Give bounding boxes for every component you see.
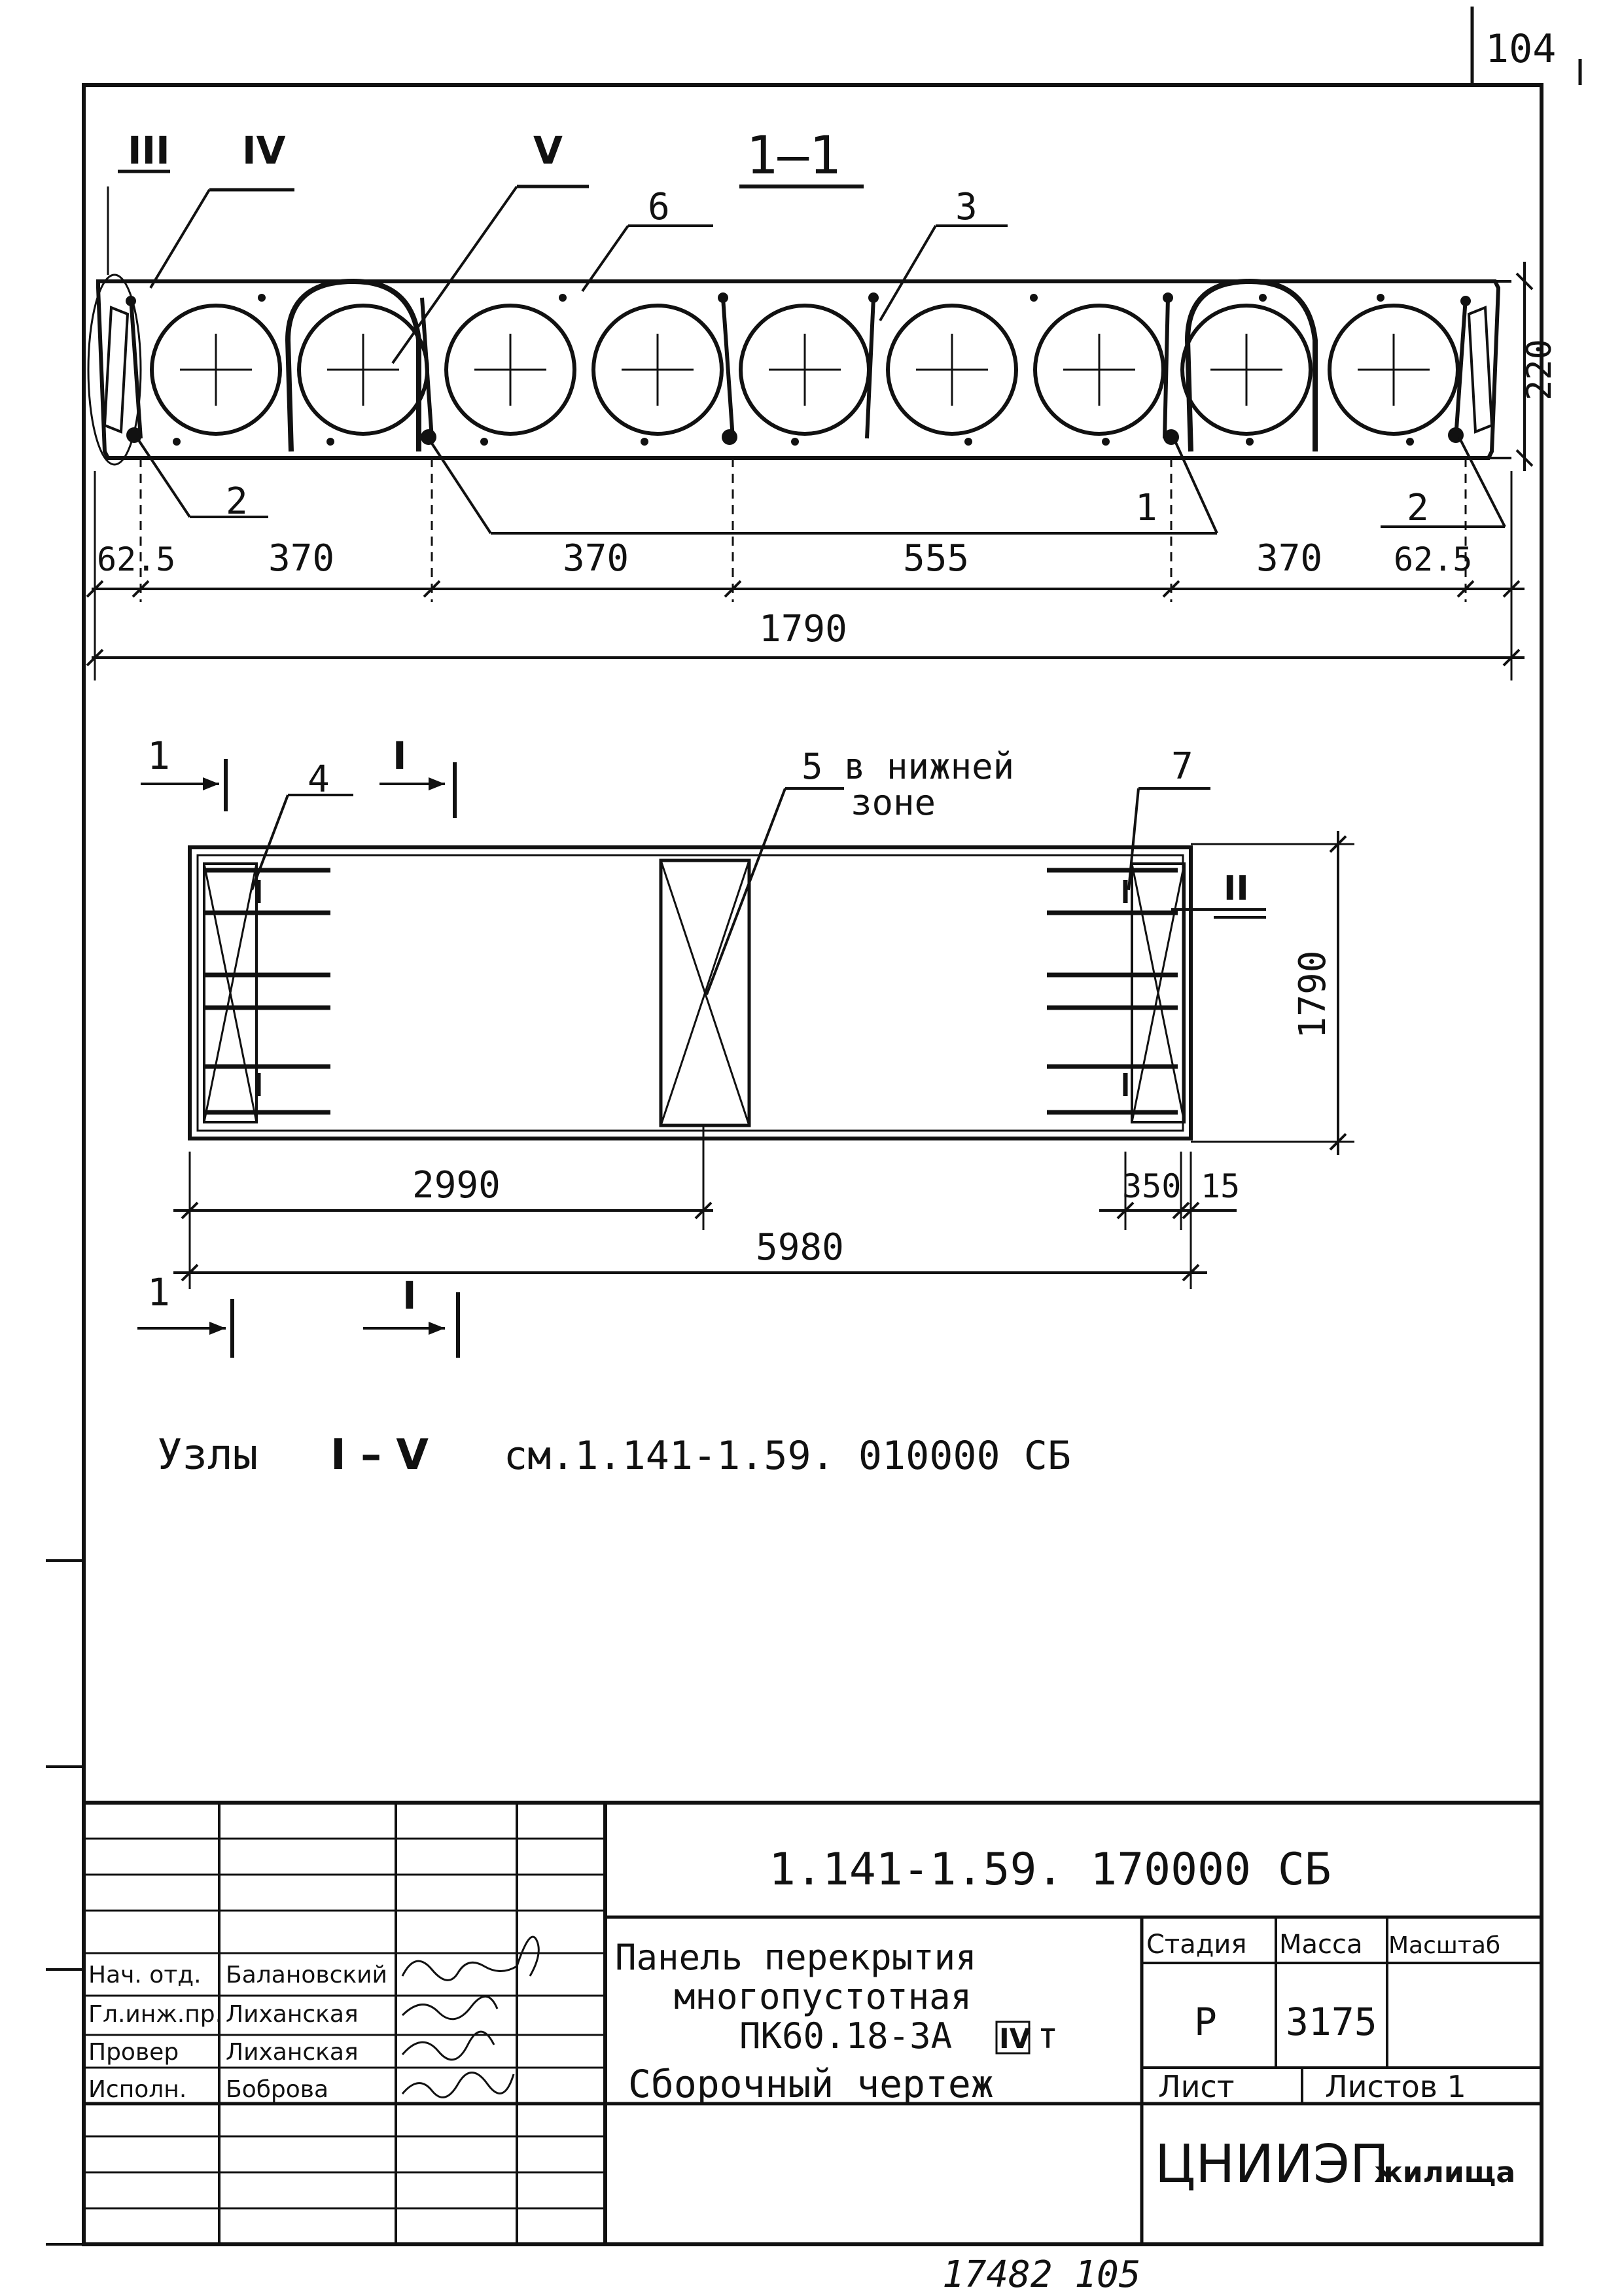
note-nodes: I – V xyxy=(330,1431,429,1479)
embedded-plate-left xyxy=(204,864,256,1122)
dim-5980: 5980 xyxy=(756,1226,844,1269)
embedded-plate-right xyxy=(1132,864,1184,1122)
scale-label: Масштаб xyxy=(1388,1932,1501,1959)
section-1-1 xyxy=(87,125,1559,680)
signer-1: Балановский xyxy=(226,1962,387,1988)
page-number: 104 xyxy=(1485,26,1557,72)
page-number-box xyxy=(1472,7,1580,85)
cut-mark-1-bottom: 1 xyxy=(147,1270,170,1315)
role-2: Гл.инж.пр. xyxy=(88,2001,223,2028)
signature-rows xyxy=(88,1937,538,2103)
sheet-frame xyxy=(84,85,1542,2244)
nodes-note xyxy=(157,1431,1071,1479)
void-group xyxy=(152,306,1458,434)
callout-6: 6 xyxy=(648,186,670,228)
product-name-line1: Панель перекрытия xyxy=(615,1937,977,1978)
embedded-plate-center xyxy=(661,860,749,1125)
stage-label: Стадия xyxy=(1146,1930,1247,1960)
product-name-mark: IV xyxy=(999,2022,1031,2055)
stage-value: Р xyxy=(1194,2000,1217,2044)
role-4: Исполн. xyxy=(88,2076,187,2103)
dim-370-b: 370 xyxy=(563,537,629,580)
note-prefix: Узлы xyxy=(157,1431,258,1479)
sheet-label: Лист xyxy=(1158,2069,1235,2104)
rebar-stubs xyxy=(203,870,1178,1112)
section-title: 1–1 xyxy=(746,125,841,186)
height-dim: 220 xyxy=(1520,339,1559,400)
role-1: Нач. отд. xyxy=(88,1962,202,1988)
dim-15: 15 xyxy=(1201,1167,1241,1205)
organization-name: ЦНИИЭП xyxy=(1155,2134,1389,2195)
dim-62-5-right: 62.5 xyxy=(1394,540,1473,578)
document-code: 1.141-1.59. 170000 СБ xyxy=(769,1844,1331,1896)
dim-62-5-left: 62.5 xyxy=(97,540,176,578)
dim-370-c: 370 xyxy=(1256,537,1323,580)
node-mark-ii: II xyxy=(1224,869,1249,908)
panel-plan-outline xyxy=(190,847,1191,1139)
callout-5: 5 в нижней xyxy=(802,746,1015,787)
node-mark-iv: IV xyxy=(242,128,286,173)
signer-3: Лиханская xyxy=(226,2039,359,2066)
product-name-line3: ПК60.18-3А xyxy=(739,2015,953,2057)
dim-370-a: 370 xyxy=(268,537,335,580)
handwritten-signatures xyxy=(402,1937,538,2097)
cut-mark-1-top: 1 xyxy=(147,733,170,778)
callout-2-left: 2 xyxy=(226,480,248,523)
callout-2-right: 2 xyxy=(1407,487,1429,529)
dim-350: 350 xyxy=(1122,1167,1182,1205)
plan-view xyxy=(137,733,1354,1358)
mass-value: 3175 xyxy=(1286,2000,1377,2044)
cut-mark-i-bottom: I xyxy=(402,1273,417,1318)
dim-2990: 2990 xyxy=(412,1164,501,1207)
cut-mark-i-top: I xyxy=(393,733,407,778)
mass-label: Масса xyxy=(1279,1930,1363,1960)
organization-suffix: жилища xyxy=(1374,2156,1516,2189)
callout-5-zone: зоне xyxy=(851,782,936,823)
node-mark-v: V xyxy=(533,128,563,173)
callout-1: 1 xyxy=(1135,487,1157,529)
dim-total-1790: 1790 xyxy=(759,608,847,650)
callout-4: 4 xyxy=(308,758,330,801)
signer-4: Боброва xyxy=(226,2076,329,2103)
callout-3: 3 xyxy=(955,186,978,228)
plan-width-dim: 1790 xyxy=(1292,950,1334,1039)
product-name-mark-suffix: т xyxy=(1037,2015,1059,2057)
reinforcement-frames xyxy=(131,298,1466,438)
callout-7: 7 xyxy=(1171,745,1193,788)
signer-2: Лиханская xyxy=(226,2001,359,2028)
sheets-count: Листов 1 xyxy=(1325,2069,1466,2104)
document-type: Сборочный чертеж xyxy=(628,2062,994,2106)
role-3: Провер xyxy=(88,2039,179,2066)
archive-number: 17482 105 xyxy=(942,2253,1141,2296)
dimension-chain xyxy=(87,458,1525,680)
product-name-line2: многопустотная xyxy=(674,1976,972,2017)
note-reference: см.1.141-1.59. 010000 СБ xyxy=(504,1433,1071,1479)
node-mark-iii: III xyxy=(128,128,170,173)
dim-555: 555 xyxy=(903,537,970,580)
